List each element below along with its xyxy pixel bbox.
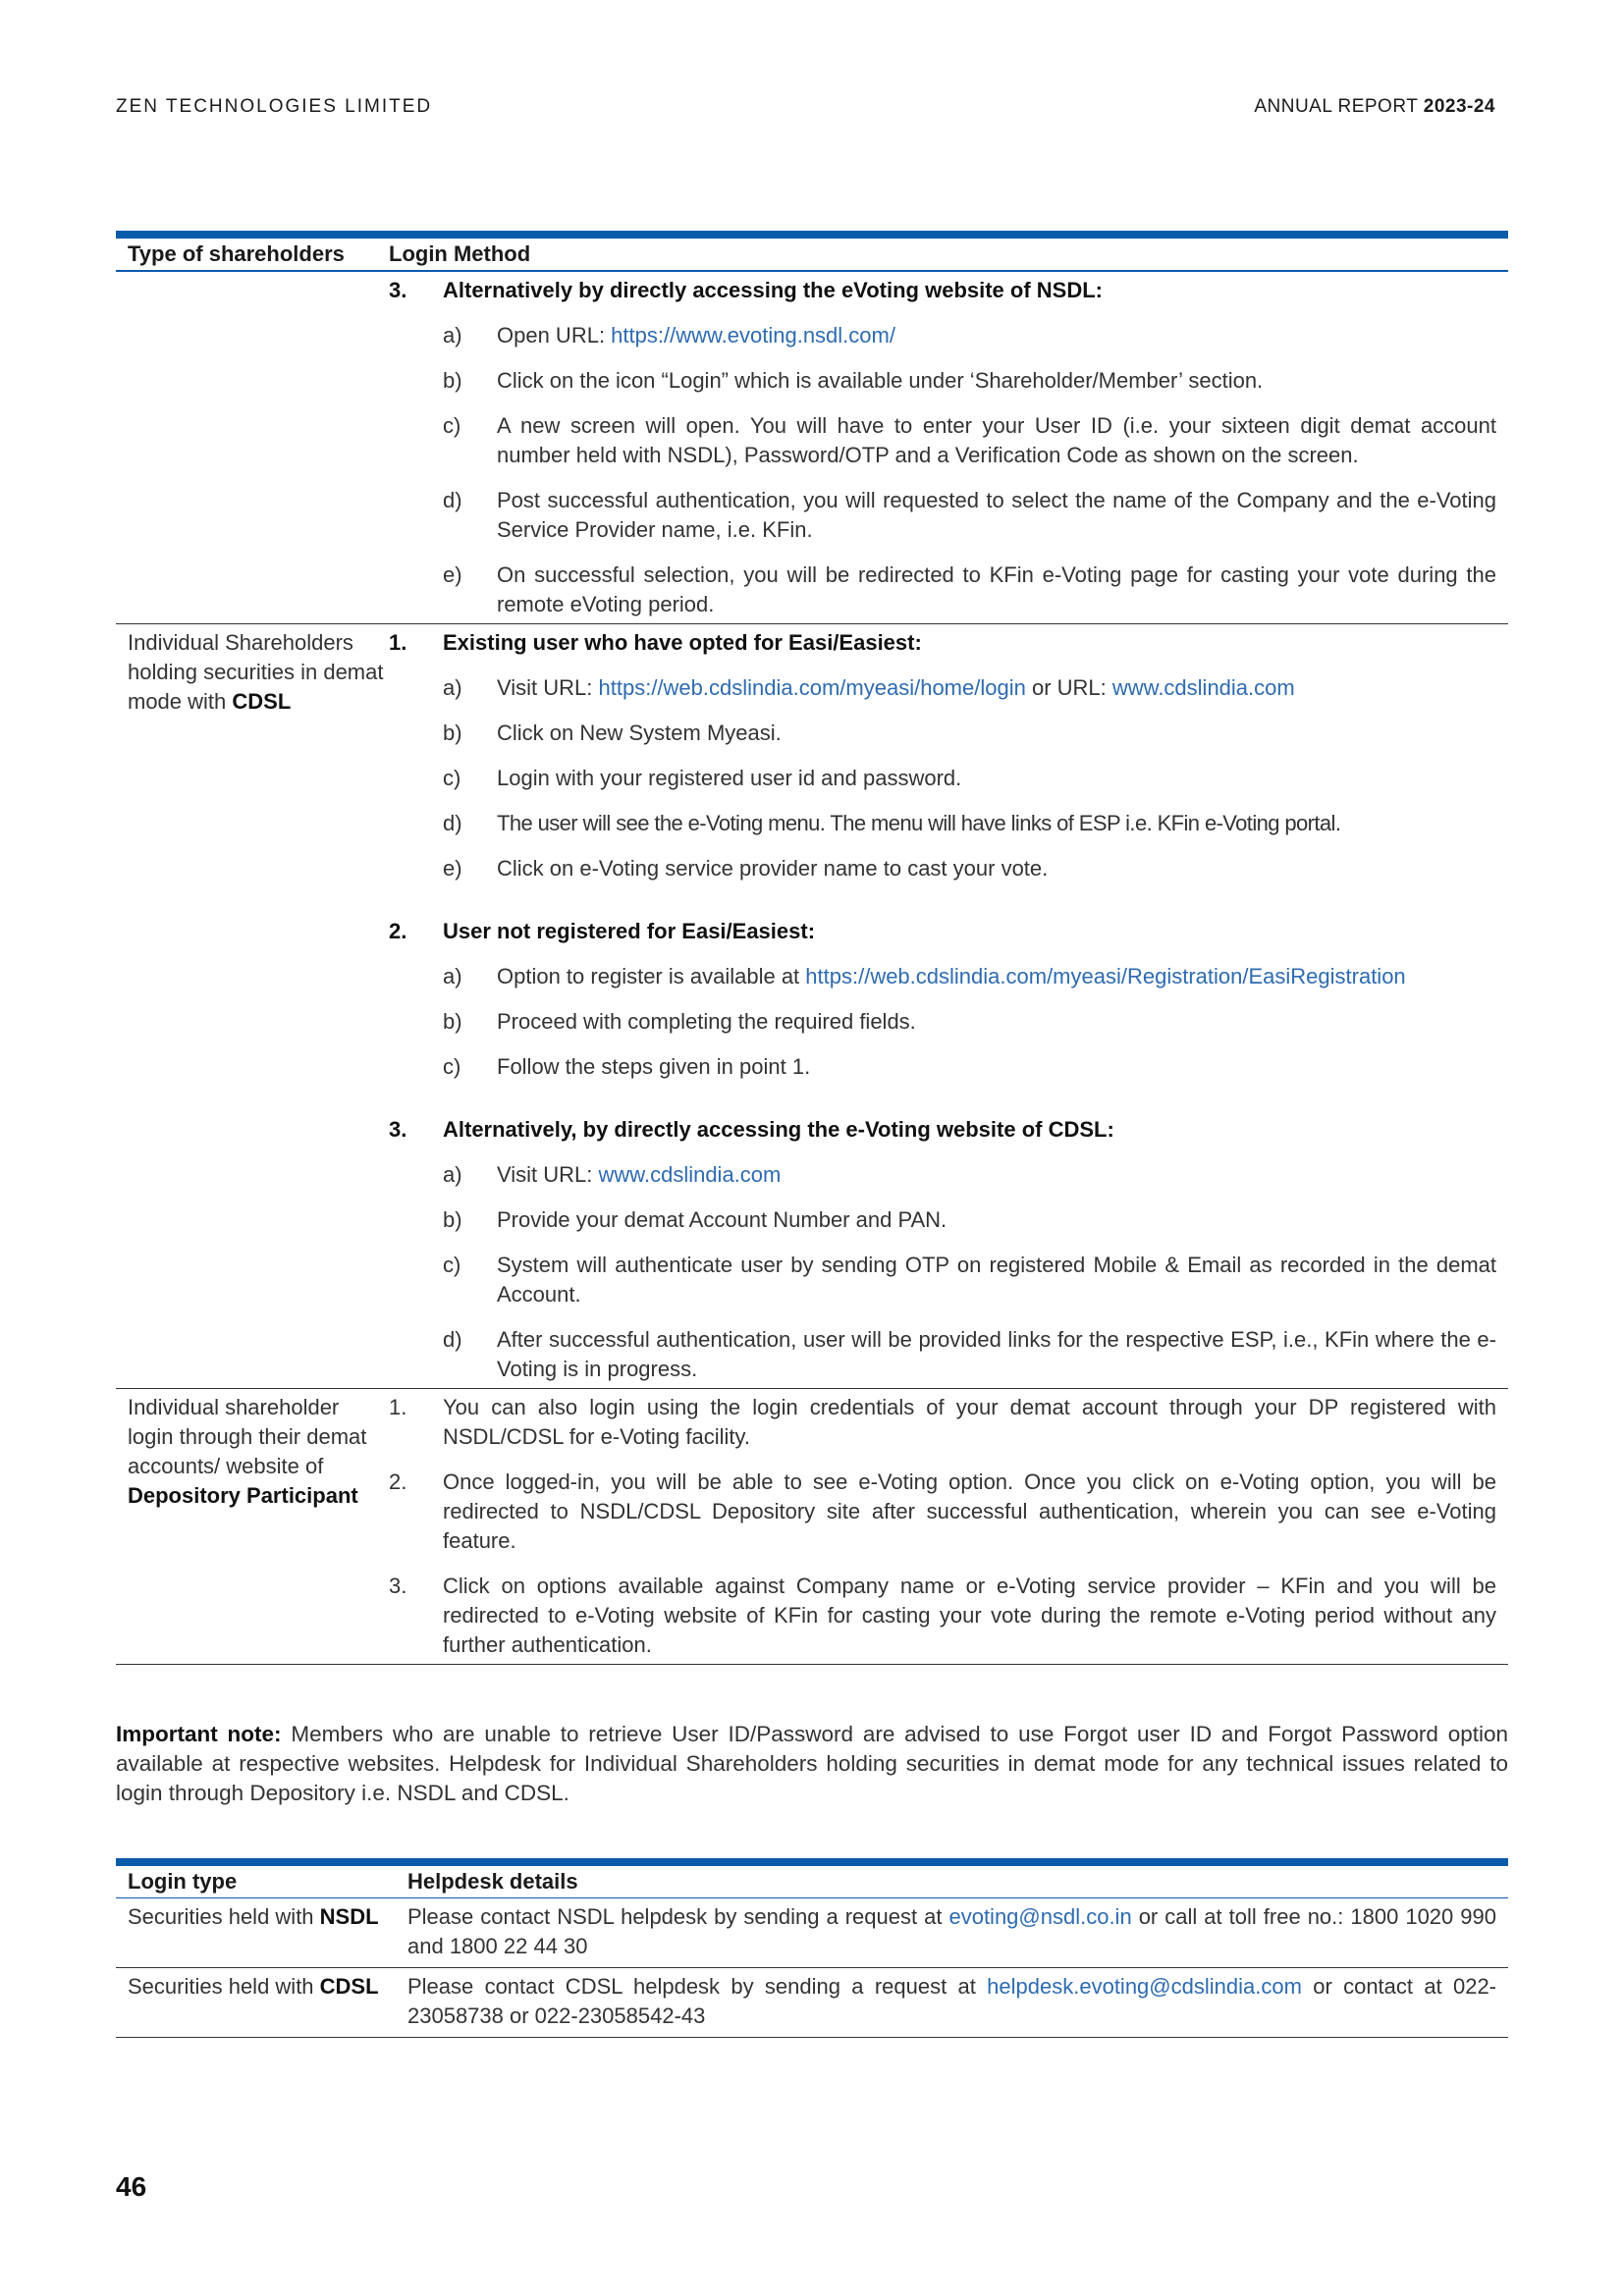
cdsl-section (116, 624, 1508, 1389)
header-method: Login Method (389, 241, 531, 266)
list-item: e) On successful selection, you will be redirected to KFin e-Voting page for casting your vote during the remote eVoting period. (443, 562, 1496, 616)
header-helpdesk: Helpdesk details (407, 1869, 578, 1894)
table-row: Securities held with NSDL Please contact NSDL helpdesk by sending a request at evoting@nsdl.co.in or call at toll free no.: 1800 1020 990 and 1800 22 44 30 (116, 1898, 1508, 1968)
list-item: a) Visit URL: https://web.cdslindia.com/myeasi/home/login or URL: www.cdslindia.com (443, 675, 1295, 700)
list-item: b) Proceed with completing the required fields. (443, 1009, 916, 1034)
dp-label: Individual shareholder login through their demat accounts/ website of Depository Participant (128, 1395, 367, 1508)
table-row: Securities held with CDSL Please contact CDSL helpdesk by sending a request at helpdesk.evoting@cdslindia.com or contact at 022-23058738 or 022-23058542-43 (116, 1968, 1508, 2038)
helpdesk-table (116, 1858, 1508, 2038)
nsdl-item3-title: 3. Alternatively by directly accessing the eVoting website of NSDL: (389, 278, 1103, 302)
list-item: d) After successful authentication, user will be provided links for the respective ESP, i.e., KFin where the e-Voting is in progress. (443, 1327, 1496, 1381)
dp-section (116, 1389, 1508, 1665)
list-item: b) Click on New System Myeasi. (443, 721, 782, 745)
nsdl-email-link[interactable]: evoting@nsdl.co.in (948, 1904, 1132, 1929)
login-method-table (116, 231, 1508, 1665)
table-top-bar (116, 231, 1508, 239)
list-item: b) Click on the icon “Login” which is available under ‘Shareholder/Member’ section. (443, 368, 1264, 393)
list-item: a) Option to register is available at https://web.cdslindia.com/myeasi/Registration/EasiRegistration (443, 964, 1406, 988)
report-title: ANNUAL REPORT 2023-24 (1254, 96, 1495, 117)
header-login-type: Login type (128, 1869, 238, 1894)
list-item: d) Post successful authentication, you will requested to select the name of the Company and the e-Voting Service Provider name, i.e. KFin. (443, 488, 1496, 542)
table2-top-bar (116, 1858, 1508, 1866)
table-header (116, 239, 1508, 272)
header-type: Type of shareholders (128, 241, 345, 266)
company-name: ZEN TECHNOLOGIES LIMITED (116, 96, 433, 117)
list-item: d) The user will see the e-Voting menu. The menu will have links of ESP i.e. KFin e-Voting portal. (443, 811, 1341, 835)
list-item: 3. Click on options available against Company name or e-Voting service provider – KFin and you will be redirected to e-Voting website of KFin for casting your vote during the remote e-Voting period without any further authentication. (389, 1574, 1496, 1657)
list-item: b) Provide your demat Account Number and PAN. (443, 1207, 947, 1232)
list-item: c) Login with your registered user id and password. (443, 766, 962, 790)
nsdl-left-empty (116, 272, 389, 619)
cdsl-item1-title: 1. Existing user who have opted for Easi/Easiest: (389, 630, 922, 655)
nsdl-section (116, 272, 1508, 624)
cdsl-item2-title: 2. User not registered for Easi/Easiest: (389, 919, 816, 943)
important-note: Important note: Members who are unable to retrieve User ID/Password are advised to use Forgot user ID and Forgot Password option available at respective websites. Helpdesk for Individual Shareholders holding securities in demat mode for any technical issues related to login through Depository i.e. NSDL and CDSL. (116, 1722, 1509, 1805)
list-item: e) Click on e-Voting service provider name to cast your vote. (443, 856, 1049, 881)
cdsl-email-link[interactable]: helpdesk.evoting@cdslindia.com (987, 1974, 1302, 1999)
list-item: c) A new screen will open. You will have to enter your User ID (i.e. your sixteen digit demat account number held with NSDL), Password/OTP and a Verification Code as shown on the screen. (443, 413, 1496, 467)
cdsl-visit-link[interactable]: www.cdslindia.com (598, 1162, 782, 1187)
list-item: c) System will authenticate user by sending OTP on registered Mobile & Email as recorded in the demat Account. (443, 1253, 1496, 1307)
page-number: 46 (116, 2171, 147, 2202)
list-item: 1. You can also login using the login credentials of your demat account through your DP registered with NSDL/CDSL for e-Voting facility. (389, 1395, 1496, 1449)
cdsl-label: Individual Shareholders holding securities in demat mode with CDSL (128, 630, 384, 714)
cdsl-home-link[interactable]: www.cdslindia.com (1111, 675, 1295, 700)
table2-header (116, 1866, 1508, 1898)
cdsl-login-link[interactable]: https://web.cdslindia.com/myeasi/home/login (598, 675, 1026, 700)
list-item: a) Visit URL: www.cdslindia.com (443, 1162, 782, 1187)
cdsl-item3-title: 3. Alternatively, by directly accessing the e-Voting website of CDSL: (389, 1117, 1114, 1142)
nsdl-url-link[interactable]: https://www.evoting.nsdl.com/ (611, 323, 895, 347)
list-item: 2. Once logged-in, you will be able to see e-Voting option. Once you click on e-Voting option, you will be redirected to NSDL/CDSL Depository site after successful authentication, wherein you can see e-Voting feature. (389, 1469, 1496, 1553)
cdsl-registration-link[interactable]: https://web.cdslindia.com/myeasi/Registration/EasiRegistration (805, 964, 1406, 988)
list-item: a) Open URL: https://www.evoting.nsdl.com/ (443, 323, 895, 347)
list-item: c) Follow the steps given in point 1. (443, 1054, 811, 1079)
